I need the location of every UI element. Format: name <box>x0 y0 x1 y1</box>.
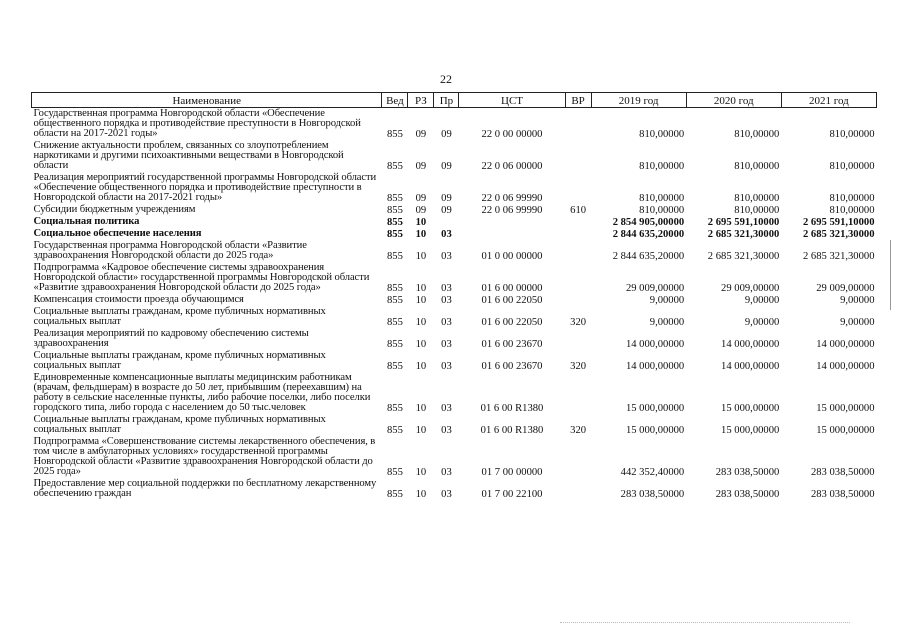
row-pr: 03 <box>441 229 452 240</box>
row-value-2019: 2 844 635,20000 <box>612 251 685 262</box>
row-pr: 03 <box>441 283 452 294</box>
table-row <box>32 216 877 228</box>
table-row <box>32 204 877 216</box>
row-vr <box>565 372 591 414</box>
row-value-2019: 810,00000 <box>639 129 685 140</box>
row-name: Государственная программа Новгородской области «Развитие здравоохранения Новгородской области до 2025 года» <box>33 240 307 261</box>
row-value-2020: 9,00000 <box>744 295 780 306</box>
table-row <box>32 108 877 141</box>
row-vr <box>565 228 591 240</box>
row-value-2019: 810,00000 <box>639 193 685 204</box>
row-value-2020: 2 695 591,10000 <box>707 217 780 228</box>
row-rz: 10 <box>415 425 427 436</box>
table-row <box>32 328 877 350</box>
table-row <box>32 262 877 294</box>
row-ved: 855 <box>386 339 403 350</box>
row-value-2020: 810,00000 <box>734 129 780 140</box>
row-cst: 01 6 00 R1380 <box>480 425 544 436</box>
row-rz: 10 <box>415 489 427 500</box>
row-vr <box>565 294 591 306</box>
row-rz: 10 <box>415 229 427 240</box>
page-number: 22 <box>440 72 452 86</box>
row-rz: 09 <box>415 161 427 172</box>
row-value-2021: 9,00000 <box>840 295 875 306</box>
row-ved: 855 <box>386 295 403 306</box>
row-vr: 320 <box>570 361 587 372</box>
row-cst: 01 6 00 R1380 <box>480 403 544 414</box>
row-ved: 855 <box>386 129 403 140</box>
row-value-2020: 810,00000 <box>734 161 780 172</box>
header-2020: 2020 год <box>686 93 781 108</box>
row-cst <box>459 228 565 240</box>
row-name: Реализация мероприятий по кадровому обеспечению системы здравоохранения <box>33 328 309 349</box>
row-vr <box>565 216 591 228</box>
row-value-2020: 283 038,50000 <box>715 489 780 500</box>
row-value-2021: 2 685 321,30000 <box>802 229 875 240</box>
header-2019: 2019 год <box>591 93 686 108</box>
table-row <box>32 306 877 328</box>
row-value-2020: 15 000,00000 <box>721 403 780 414</box>
row-value-2020: 810,00000 <box>734 193 780 204</box>
row-pr: 03 <box>441 467 452 478</box>
row-cst: 22 0 06 99990 <box>481 193 543 204</box>
row-value-2019: 2 854 905,00000 <box>612 217 685 228</box>
table-row <box>32 414 877 436</box>
row-pr: 03 <box>441 339 452 350</box>
row-name: Социальные выплаты гражданам, кроме публичных нормативных социальных выплат <box>33 414 326 435</box>
row-value-2019: 14 000,00000 <box>625 339 685 350</box>
row-pr: 03 <box>441 361 452 372</box>
row-name: Социальное обеспечение населения <box>33 228 202 239</box>
row-pr: 03 <box>441 317 452 328</box>
row-vr <box>565 140 591 172</box>
row-rz: 09 <box>415 129 427 140</box>
header-vr: ВР <box>565 93 591 108</box>
row-vr: 320 <box>570 425 587 436</box>
row-pr: 09 <box>441 205 452 216</box>
row-ved: 855 <box>386 283 403 294</box>
row-value-2021: 810,00000 <box>829 205 875 216</box>
row-name: Единовременные компенсационные выплаты медицинским работникам (врачам, фельдшерам) в возрасте до 50 лет, прибывшим (переехавшим) на работу в сельские населенные пункты, либо рабочие поселки, либо поселки городского типа, либо города с населением до 50 тыс.человек <box>33 372 371 413</box>
table-row <box>32 350 877 372</box>
row-rz: 10 <box>415 217 427 228</box>
row-ved: 855 <box>386 229 403 240</box>
row-ved: 855 <box>386 193 403 204</box>
row-value-2020: 15 000,00000 <box>721 425 780 436</box>
row-value-2021: 15 000,00000 <box>816 425 875 436</box>
row-value-2019: 15 000,00000 <box>625 403 685 414</box>
row-value-2021: 2 685 321,30000 <box>802 251 875 262</box>
row-name: Социальные выплаты гражданам, кроме публичных нормативных социальных выплат <box>33 350 326 371</box>
row-value-2020: 14 000,00000 <box>721 339 780 350</box>
row-rz: 10 <box>415 403 427 414</box>
row-cst: 01 7 00 22100 <box>481 489 543 500</box>
row-value-2019: 283 038,50000 <box>620 489 685 500</box>
budget-table <box>31 92 877 500</box>
row-ved: 855 <box>386 205 403 216</box>
row-pr: 03 <box>441 425 452 436</box>
row-ved: 855 <box>386 467 403 478</box>
row-name: Социальная политика <box>33 216 140 227</box>
row-ved: 855 <box>386 425 403 436</box>
row-cst: 01 6 00 23670 <box>481 361 543 372</box>
row-rz: 09 <box>415 205 427 216</box>
row-ved: 855 <box>386 403 403 414</box>
row-cst <box>459 216 565 228</box>
row-vr: 610 <box>570 205 587 216</box>
row-pr: 09 <box>441 193 452 204</box>
row-name: Компенсация стоимости проезда обучающимся <box>33 294 244 305</box>
row-ved: 855 <box>386 161 403 172</box>
row-value-2020: 9,00000 <box>744 317 780 328</box>
row-value-2021: 29 009,00000 <box>816 283 875 294</box>
row-value-2019: 810,00000 <box>639 205 685 216</box>
row-vr <box>565 262 591 294</box>
header-2021: 2021 год <box>781 93 876 108</box>
row-value-2021: 9,00000 <box>840 317 875 328</box>
row-cst: 01 6 00 00000 <box>481 283 543 294</box>
row-ved: 855 <box>386 217 403 228</box>
row-rz: 10 <box>415 339 427 350</box>
row-ved: 855 <box>386 251 403 262</box>
row-value-2019: 15 000,00000 <box>625 425 685 436</box>
row-value-2019: 14 000,00000 <box>625 361 685 372</box>
row-value-2020: 2 685 321,30000 <box>707 251 780 262</box>
row-cst: 01 7 00 00000 <box>481 467 543 478</box>
row-value-2020: 29 009,00000 <box>721 283 780 294</box>
row-value-2019: 2 844 635,20000 <box>612 229 685 240</box>
table-row <box>32 478 877 500</box>
row-vr <box>565 108 591 141</box>
row-pr: 03 <box>441 489 452 500</box>
row-pr <box>434 216 459 228</box>
header-name: Наименование <box>32 93 382 108</box>
table-header-row <box>32 93 877 108</box>
row-vr <box>565 172 591 204</box>
row-pr: 09 <box>441 129 452 140</box>
row-value-2021: 283 038,50000 <box>810 467 875 478</box>
row-cst: 22 0 06 00000 <box>481 161 543 172</box>
row-name: Снижение актуальности проблем, связанных со злоупотреблением наркотиками и другими психоактивными веществами в Новгородской области <box>33 140 344 171</box>
row-pr: 03 <box>441 403 452 414</box>
header-cst: ЦСТ <box>459 93 565 108</box>
row-name: Предоставление мер социальной поддержки по бесплатному лекарственному обеспечению граждан <box>33 478 377 499</box>
row-value-2019: 442 352,40000 <box>620 467 685 478</box>
header-pr: Пр <box>434 93 459 108</box>
row-ved: 855 <box>386 489 403 500</box>
row-cst: 01 6 00 22050 <box>481 317 543 328</box>
row-value-2021: 283 038,50000 <box>810 489 875 500</box>
row-name: Государственная программа Новгородской области «Обеспечение общественного порядка и противодействие преступности в Новгородской области на 2017-2021 годы» <box>33 108 361 139</box>
row-name: Реализация мероприятий государственной программы Новгородской области «Обеспечение общественного порядка и противодействие преступности в Новгородской области на 2017-2021 годы» <box>33 172 377 203</box>
row-cst: 01 0 00 00000 <box>481 251 543 262</box>
row-pr: 03 <box>441 295 452 306</box>
row-value-2020: 2 685 321,30000 <box>707 229 780 240</box>
row-ved: 855 <box>386 317 403 328</box>
row-value-2020: 810,00000 <box>734 205 780 216</box>
table-row <box>32 140 877 172</box>
table-row <box>32 372 877 414</box>
table-row <box>32 228 877 240</box>
row-vr <box>565 328 591 350</box>
row-rz: 10 <box>415 361 427 372</box>
header-rz: РЗ <box>408 93 434 108</box>
row-rz: 10 <box>415 283 427 294</box>
row-name: Социальные выплаты гражданам, кроме публичных нормативных социальных выплат <box>33 306 326 327</box>
row-value-2021: 14 000,00000 <box>816 361 875 372</box>
row-rz: 09 <box>415 193 427 204</box>
row-cst: 01 6 00 23670 <box>481 339 543 350</box>
row-value-2019: 9,00000 <box>649 317 685 328</box>
table-row <box>32 294 877 306</box>
row-name: Подпрограмма «Совершенствование системы лекарственного обеспечения, в том числе в амбулаторных условиях» государственной программы Новгородской области «Развитие здравоохранения Новгородской области до 2025 года» <box>33 436 376 477</box>
row-pr: 09 <box>441 161 452 172</box>
row-cst: 22 0 06 99990 <box>481 205 543 216</box>
row-value-2021: 810,00000 <box>829 193 875 204</box>
table-body <box>32 108 877 501</box>
scan-artifact <box>560 622 850 627</box>
table-row <box>32 172 877 204</box>
row-value-2020: 283 038,50000 <box>715 467 780 478</box>
table-row <box>32 436 877 478</box>
row-name: Подпрограмма «Кадровое обеспечение системы здравоохранения Новгородской области» государственной программы Новгородской области «Развитие здравоохранения Новгородской области до 2025 года» <box>33 262 370 293</box>
row-rz: 10 <box>415 467 427 478</box>
row-cst: 22 0 00 00000 <box>481 129 543 140</box>
row-vr: 320 <box>570 317 587 328</box>
row-cst: 01 6 00 22050 <box>481 295 543 306</box>
row-name: Субсидии бюджетным учреждениям <box>33 204 196 215</box>
row-vr <box>565 436 591 478</box>
row-value-2021: 810,00000 <box>829 161 875 172</box>
row-value-2019: 29 009,00000 <box>625 283 685 294</box>
row-vr <box>565 478 591 500</box>
row-ved: 855 <box>386 361 403 372</box>
row-pr: 03 <box>441 251 452 262</box>
row-value-2019: 810,00000 <box>639 161 685 172</box>
row-vr <box>565 240 591 262</box>
row-value-2021: 2 695 591,10000 <box>802 217 875 228</box>
row-value-2019: 9,00000 <box>649 295 685 306</box>
row-value-2021: 810,00000 <box>829 129 875 140</box>
row-value-2020: 14 000,00000 <box>721 361 780 372</box>
page-edge-mark <box>890 240 891 310</box>
row-value-2021: 15 000,00000 <box>816 403 875 414</box>
row-rz: 10 <box>415 317 427 328</box>
header-ved: Вед <box>382 93 408 108</box>
row-rz: 10 <box>415 251 427 262</box>
row-value-2021: 14 000,00000 <box>816 339 875 350</box>
table-row <box>32 240 877 262</box>
row-rz: 10 <box>415 295 427 306</box>
